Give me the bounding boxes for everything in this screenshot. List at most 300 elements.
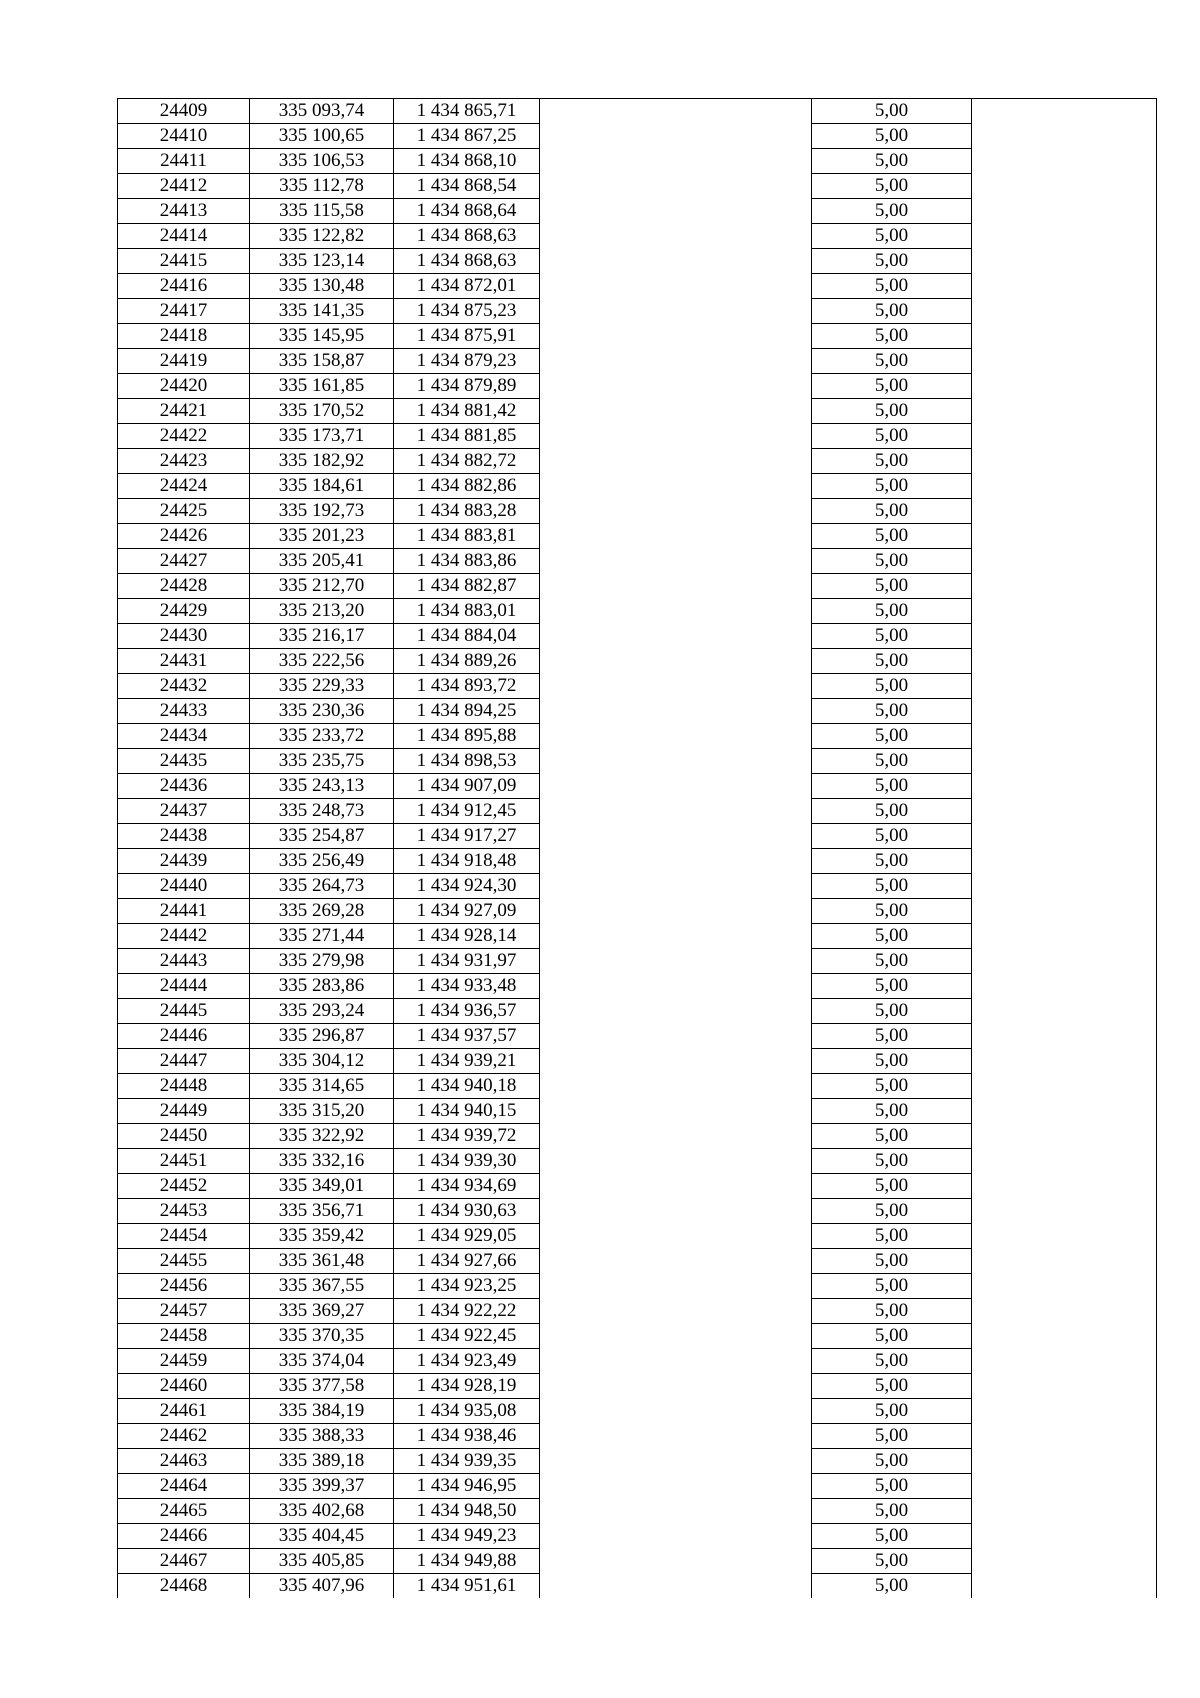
y-coordinate-cell: 1 434 940,18 bbox=[394, 1074, 540, 1099]
y-coordinate-cell: 1 434 898,53 bbox=[394, 749, 540, 774]
blank-cell bbox=[540, 299, 812, 324]
value-cell: 5,00 bbox=[812, 299, 972, 324]
x-coordinate-cell: 335 283,86 bbox=[250, 974, 394, 999]
value-cell: 5,00 bbox=[812, 449, 972, 474]
x-coordinate-cell: 335 407,96 bbox=[250, 1574, 394, 1599]
value-cell: 5,00 bbox=[812, 1274, 972, 1299]
value-cell: 5,00 bbox=[812, 424, 972, 449]
y-coordinate-cell: 1 434 868,63 bbox=[394, 249, 540, 274]
table-row bbox=[118, 349, 1157, 374]
point-number-cell: 24454 bbox=[118, 1224, 250, 1249]
table-row bbox=[118, 874, 1157, 899]
y-coordinate-cell: 1 434 927,66 bbox=[394, 1249, 540, 1274]
value-cell: 5,00 bbox=[812, 1524, 972, 1549]
x-coordinate-cell: 335 296,87 bbox=[250, 1024, 394, 1049]
value-cell: 5,00 bbox=[812, 949, 972, 974]
point-number-cell: 24464 bbox=[118, 1474, 250, 1499]
point-number-cell: 24425 bbox=[118, 499, 250, 524]
value-cell: 5,00 bbox=[812, 599, 972, 624]
y-coordinate-cell: 1 434 868,63 bbox=[394, 224, 540, 249]
point-number-cell: 24442 bbox=[118, 924, 250, 949]
x-coordinate-cell: 335 222,56 bbox=[250, 649, 394, 674]
x-coordinate-cell: 335 216,17 bbox=[250, 624, 394, 649]
x-coordinate-cell: 335 229,33 bbox=[250, 674, 394, 699]
table-row bbox=[118, 1299, 1157, 1324]
table-row bbox=[118, 199, 1157, 224]
point-number-cell: 24416 bbox=[118, 274, 250, 299]
blank-cell bbox=[540, 1249, 812, 1274]
y-coordinate-cell: 1 434 937,57 bbox=[394, 1024, 540, 1049]
value-cell: 5,00 bbox=[812, 1474, 972, 1499]
x-coordinate-cell: 335 161,85 bbox=[250, 374, 394, 399]
blank-cell bbox=[540, 974, 812, 999]
coordinate-table-body bbox=[118, 99, 1157, 1599]
x-coordinate-cell: 335 304,12 bbox=[250, 1049, 394, 1074]
blank-cell bbox=[540, 1424, 812, 1449]
blank-cell bbox=[540, 1399, 812, 1424]
table-row bbox=[118, 1024, 1157, 1049]
y-coordinate-cell: 1 434 883,81 bbox=[394, 524, 540, 549]
table-row bbox=[118, 1174, 1157, 1199]
x-coordinate-cell: 335 248,73 bbox=[250, 799, 394, 824]
x-coordinate-cell: 335 377,58 bbox=[250, 1374, 394, 1399]
last-cell bbox=[972, 549, 1157, 574]
value-cell: 5,00 bbox=[812, 774, 972, 799]
point-number-cell: 24432 bbox=[118, 674, 250, 699]
point-number-cell: 24465 bbox=[118, 1499, 250, 1524]
value-cell: 5,00 bbox=[812, 1224, 972, 1249]
y-coordinate-cell: 1 434 895,88 bbox=[394, 724, 540, 749]
value-cell: 5,00 bbox=[812, 1124, 972, 1149]
last-cell bbox=[972, 124, 1157, 149]
x-coordinate-cell: 335 192,73 bbox=[250, 499, 394, 524]
last-cell bbox=[972, 499, 1157, 524]
x-coordinate-cell: 335 106,53 bbox=[250, 149, 394, 174]
value-cell: 5,00 bbox=[812, 349, 972, 374]
point-number-cell: 24419 bbox=[118, 349, 250, 374]
table-row bbox=[118, 299, 1157, 324]
last-cell bbox=[972, 1549, 1157, 1574]
value-cell: 5,00 bbox=[812, 999, 972, 1024]
value-cell: 5,00 bbox=[812, 1424, 972, 1449]
point-number-cell: 24456 bbox=[118, 1274, 250, 1299]
blank-cell bbox=[540, 799, 812, 824]
value-cell: 5,00 bbox=[812, 249, 972, 274]
value-cell: 5,00 bbox=[812, 1099, 972, 1124]
y-coordinate-cell: 1 434 922,22 bbox=[394, 1299, 540, 1324]
last-cell bbox=[972, 1249, 1157, 1274]
last-cell bbox=[972, 1574, 1157, 1599]
y-coordinate-cell: 1 434 922,45 bbox=[394, 1324, 540, 1349]
table-row bbox=[118, 1549, 1157, 1574]
point-number-cell: 24409 bbox=[118, 99, 250, 124]
table-row bbox=[118, 1199, 1157, 1224]
value-cell: 5,00 bbox=[812, 224, 972, 249]
blank-cell bbox=[540, 724, 812, 749]
value-cell: 5,00 bbox=[812, 974, 972, 999]
y-coordinate-cell: 1 434 875,91 bbox=[394, 324, 540, 349]
last-cell bbox=[972, 1199, 1157, 1224]
table-row bbox=[118, 1474, 1157, 1499]
last-cell bbox=[972, 1499, 1157, 1524]
y-coordinate-cell: 1 434 882,72 bbox=[394, 449, 540, 474]
value-cell: 5,00 bbox=[812, 199, 972, 224]
last-cell bbox=[972, 724, 1157, 749]
last-cell bbox=[972, 449, 1157, 474]
blank-cell bbox=[540, 749, 812, 774]
last-cell bbox=[972, 699, 1157, 724]
x-coordinate-cell: 335 369,27 bbox=[250, 1299, 394, 1324]
x-coordinate-cell: 335 264,73 bbox=[250, 874, 394, 899]
value-cell: 5,00 bbox=[812, 899, 972, 924]
value-cell: 5,00 bbox=[812, 1249, 972, 1274]
value-cell: 5,00 bbox=[812, 1324, 972, 1349]
x-coordinate-cell: 335 374,04 bbox=[250, 1349, 394, 1374]
table-row bbox=[118, 1349, 1157, 1374]
value-cell: 5,00 bbox=[812, 274, 972, 299]
point-number-cell: 24444 bbox=[118, 974, 250, 999]
x-coordinate-cell: 335 332,16 bbox=[250, 1149, 394, 1174]
table-row bbox=[118, 599, 1157, 624]
last-cell bbox=[972, 399, 1157, 424]
x-coordinate-cell: 335 367,55 bbox=[250, 1274, 394, 1299]
point-number-cell: 24445 bbox=[118, 999, 250, 1024]
point-number-cell: 24458 bbox=[118, 1324, 250, 1349]
point-number-cell: 24446 bbox=[118, 1024, 250, 1049]
last-cell bbox=[972, 974, 1157, 999]
value-cell: 5,00 bbox=[812, 1024, 972, 1049]
value-cell: 5,00 bbox=[812, 1499, 972, 1524]
last-cell bbox=[972, 1524, 1157, 1549]
y-coordinate-cell: 1 434 883,01 bbox=[394, 599, 540, 624]
y-coordinate-cell: 1 434 938,46 bbox=[394, 1424, 540, 1449]
blank-cell bbox=[540, 124, 812, 149]
table-row bbox=[118, 1449, 1157, 1474]
blank-cell bbox=[540, 1074, 812, 1099]
y-coordinate-cell: 1 434 929,05 bbox=[394, 1224, 540, 1249]
x-coordinate-cell: 335 184,61 bbox=[250, 474, 394, 499]
y-coordinate-cell: 1 434 881,42 bbox=[394, 399, 540, 424]
table-row bbox=[118, 99, 1157, 124]
table-row bbox=[118, 249, 1157, 274]
table-row bbox=[118, 1374, 1157, 1399]
table-row bbox=[118, 474, 1157, 499]
x-coordinate-cell: 335 388,33 bbox=[250, 1424, 394, 1449]
point-number-cell: 24448 bbox=[118, 1074, 250, 1099]
blank-cell bbox=[540, 99, 812, 124]
value-cell: 5,00 bbox=[812, 324, 972, 349]
blank-cell bbox=[540, 274, 812, 299]
value-cell: 5,00 bbox=[812, 1549, 972, 1574]
table-row bbox=[118, 374, 1157, 399]
blank-cell bbox=[540, 1299, 812, 1324]
last-cell bbox=[972, 224, 1157, 249]
point-number-cell: 24439 bbox=[118, 849, 250, 874]
point-number-cell: 24410 bbox=[118, 124, 250, 149]
x-coordinate-cell: 335 173,71 bbox=[250, 424, 394, 449]
blank-cell bbox=[540, 1174, 812, 1199]
blank-cell bbox=[540, 199, 812, 224]
last-cell bbox=[972, 1274, 1157, 1299]
x-coordinate-cell: 335 314,65 bbox=[250, 1074, 394, 1099]
blank-cell bbox=[540, 874, 812, 899]
last-cell bbox=[972, 1174, 1157, 1199]
point-number-cell: 24430 bbox=[118, 624, 250, 649]
value-cell: 5,00 bbox=[812, 749, 972, 774]
y-coordinate-cell: 1 434 928,19 bbox=[394, 1374, 540, 1399]
table-row bbox=[118, 624, 1157, 649]
table-row bbox=[118, 1149, 1157, 1174]
value-cell: 5,00 bbox=[812, 649, 972, 674]
y-coordinate-cell: 1 434 936,57 bbox=[394, 999, 540, 1024]
value-cell: 5,00 bbox=[812, 874, 972, 899]
blank-cell bbox=[540, 1199, 812, 1224]
value-cell: 5,00 bbox=[812, 924, 972, 949]
last-cell bbox=[972, 524, 1157, 549]
point-number-cell: 24440 bbox=[118, 874, 250, 899]
y-coordinate-cell: 1 434 951,61 bbox=[394, 1574, 540, 1599]
y-coordinate-cell: 1 434 934,69 bbox=[394, 1174, 540, 1199]
last-cell bbox=[972, 1099, 1157, 1124]
table-row bbox=[118, 649, 1157, 674]
blank-cell bbox=[540, 1024, 812, 1049]
point-number-cell: 24433 bbox=[118, 699, 250, 724]
table-row bbox=[118, 399, 1157, 424]
last-cell bbox=[972, 1324, 1157, 1349]
table-row bbox=[118, 924, 1157, 949]
y-coordinate-cell: 1 434 907,09 bbox=[394, 774, 540, 799]
value-cell: 5,00 bbox=[812, 849, 972, 874]
x-coordinate-cell: 335 201,23 bbox=[250, 524, 394, 549]
point-number-cell: 24412 bbox=[118, 174, 250, 199]
value-cell: 5,00 bbox=[812, 1374, 972, 1399]
value-cell: 5,00 bbox=[812, 1149, 972, 1174]
value-cell: 5,00 bbox=[812, 699, 972, 724]
point-number-cell: 24447 bbox=[118, 1049, 250, 1074]
last-cell bbox=[972, 1024, 1157, 1049]
last-cell bbox=[972, 649, 1157, 674]
point-number-cell: 24453 bbox=[118, 1199, 250, 1224]
point-number-cell: 24452 bbox=[118, 1174, 250, 1199]
blank-cell bbox=[540, 1574, 812, 1599]
x-coordinate-cell: 335 254,87 bbox=[250, 824, 394, 849]
table-row bbox=[118, 324, 1157, 349]
x-coordinate-cell: 335 212,70 bbox=[250, 574, 394, 599]
y-coordinate-cell: 1 434 923,49 bbox=[394, 1349, 540, 1374]
last-cell bbox=[972, 1349, 1157, 1374]
blank-cell bbox=[540, 1149, 812, 1174]
table-row bbox=[118, 149, 1157, 174]
table-row bbox=[118, 1399, 1157, 1424]
last-cell bbox=[972, 149, 1157, 174]
y-coordinate-cell: 1 434 917,27 bbox=[394, 824, 540, 849]
table-row bbox=[118, 224, 1157, 249]
point-number-cell: 24424 bbox=[118, 474, 250, 499]
table-row bbox=[118, 799, 1157, 824]
y-coordinate-cell: 1 434 868,64 bbox=[394, 199, 540, 224]
x-coordinate-cell: 335 205,41 bbox=[250, 549, 394, 574]
last-cell bbox=[972, 1449, 1157, 1474]
y-coordinate-cell: 1 434 949,23 bbox=[394, 1524, 540, 1549]
last-cell bbox=[972, 474, 1157, 499]
point-number-cell: 24429 bbox=[118, 599, 250, 624]
x-coordinate-cell: 335 271,44 bbox=[250, 924, 394, 949]
last-cell bbox=[972, 299, 1157, 324]
value-cell: 5,00 bbox=[812, 174, 972, 199]
table-row bbox=[118, 724, 1157, 749]
last-cell bbox=[972, 574, 1157, 599]
last-cell bbox=[972, 1374, 1157, 1399]
blank-cell bbox=[540, 449, 812, 474]
y-coordinate-cell: 1 434 893,72 bbox=[394, 674, 540, 699]
y-coordinate-cell: 1 434 939,30 bbox=[394, 1149, 540, 1174]
y-coordinate-cell: 1 434 865,71 bbox=[394, 99, 540, 124]
blank-cell bbox=[540, 624, 812, 649]
x-coordinate-cell: 335 315,20 bbox=[250, 1099, 394, 1124]
value-cell: 5,00 bbox=[812, 1399, 972, 1424]
value-cell: 5,00 bbox=[812, 399, 972, 424]
y-coordinate-cell: 1 434 928,14 bbox=[394, 924, 540, 949]
blank-cell bbox=[540, 1049, 812, 1074]
y-coordinate-cell: 1 434 879,89 bbox=[394, 374, 540, 399]
point-number-cell: 24455 bbox=[118, 1249, 250, 1274]
value-cell: 5,00 bbox=[812, 549, 972, 574]
table-row bbox=[118, 274, 1157, 299]
table-row bbox=[118, 1049, 1157, 1074]
y-coordinate-cell: 1 434 939,21 bbox=[394, 1049, 540, 1074]
point-number-cell: 24437 bbox=[118, 799, 250, 824]
last-cell bbox=[972, 949, 1157, 974]
last-cell bbox=[972, 774, 1157, 799]
point-number-cell: 24438 bbox=[118, 824, 250, 849]
x-coordinate-cell: 335 402,68 bbox=[250, 1499, 394, 1524]
x-coordinate-cell: 335 112,78 bbox=[250, 174, 394, 199]
y-coordinate-cell: 1 434 924,30 bbox=[394, 874, 540, 899]
point-number-cell: 24417 bbox=[118, 299, 250, 324]
x-coordinate-cell: 335 233,72 bbox=[250, 724, 394, 749]
table-row bbox=[118, 999, 1157, 1024]
point-number-cell: 24411 bbox=[118, 149, 250, 174]
last-cell bbox=[972, 324, 1157, 349]
table-row bbox=[118, 699, 1157, 724]
point-number-cell: 24457 bbox=[118, 1299, 250, 1324]
x-coordinate-cell: 335 093,74 bbox=[250, 99, 394, 124]
point-number-cell: 24421 bbox=[118, 399, 250, 424]
y-coordinate-cell: 1 434 931,97 bbox=[394, 949, 540, 974]
blank-cell bbox=[540, 999, 812, 1024]
table-row bbox=[118, 424, 1157, 449]
blank-cell bbox=[540, 849, 812, 874]
table-row bbox=[118, 499, 1157, 524]
table-row bbox=[118, 574, 1157, 599]
blank-cell bbox=[540, 424, 812, 449]
blank-cell bbox=[540, 599, 812, 624]
point-number-cell: 24428 bbox=[118, 574, 250, 599]
y-coordinate-cell: 1 434 868,54 bbox=[394, 174, 540, 199]
table-row bbox=[118, 1524, 1157, 1549]
last-cell bbox=[972, 274, 1157, 299]
last-cell bbox=[972, 1424, 1157, 1449]
x-coordinate-cell: 335 122,82 bbox=[250, 224, 394, 249]
y-coordinate-cell: 1 434 918,48 bbox=[394, 849, 540, 874]
y-coordinate-cell: 1 434 883,86 bbox=[394, 549, 540, 574]
x-coordinate-cell: 335 384,19 bbox=[250, 1399, 394, 1424]
point-number-cell: 24450 bbox=[118, 1124, 250, 1149]
y-coordinate-cell: 1 434 933,48 bbox=[394, 974, 540, 999]
table-row bbox=[118, 1249, 1157, 1274]
y-coordinate-cell: 1 434 868,10 bbox=[394, 149, 540, 174]
blank-cell bbox=[540, 1099, 812, 1124]
table-row bbox=[118, 824, 1157, 849]
value-cell: 5,00 bbox=[812, 124, 972, 149]
table-row bbox=[118, 1324, 1157, 1349]
blank-cell bbox=[540, 374, 812, 399]
point-number-cell: 24463 bbox=[118, 1449, 250, 1474]
last-cell bbox=[972, 749, 1157, 774]
point-number-cell: 24413 bbox=[118, 199, 250, 224]
last-cell bbox=[972, 349, 1157, 374]
last-cell bbox=[972, 199, 1157, 224]
blank-cell bbox=[540, 1224, 812, 1249]
table-row bbox=[118, 949, 1157, 974]
point-number-cell: 24422 bbox=[118, 424, 250, 449]
x-coordinate-cell: 335 243,13 bbox=[250, 774, 394, 799]
value-cell: 5,00 bbox=[812, 674, 972, 699]
value-cell: 5,00 bbox=[812, 1074, 972, 1099]
table-row bbox=[118, 749, 1157, 774]
blank-cell bbox=[540, 1499, 812, 1524]
value-cell: 5,00 bbox=[812, 1174, 972, 1199]
blank-cell bbox=[540, 1274, 812, 1299]
table-row bbox=[118, 1499, 1157, 1524]
x-coordinate-cell: 335 170,52 bbox=[250, 399, 394, 424]
last-cell bbox=[972, 374, 1157, 399]
last-cell bbox=[972, 924, 1157, 949]
value-cell: 5,00 bbox=[812, 724, 972, 749]
blank-cell bbox=[540, 899, 812, 924]
table-row bbox=[118, 899, 1157, 924]
y-coordinate-cell: 1 434 875,23 bbox=[394, 299, 540, 324]
y-coordinate-cell: 1 434 889,26 bbox=[394, 649, 540, 674]
table-row bbox=[118, 1574, 1157, 1599]
blank-cell bbox=[540, 949, 812, 974]
last-cell bbox=[972, 99, 1157, 124]
value-cell: 5,00 bbox=[812, 1049, 972, 1074]
y-coordinate-cell: 1 434 935,08 bbox=[394, 1399, 540, 1424]
point-number-cell: 24426 bbox=[118, 524, 250, 549]
blank-cell bbox=[540, 824, 812, 849]
x-coordinate-cell: 335 100,65 bbox=[250, 124, 394, 149]
blank-cell bbox=[540, 1374, 812, 1399]
point-number-cell: 24434 bbox=[118, 724, 250, 749]
point-number-cell: 24468 bbox=[118, 1574, 250, 1599]
y-coordinate-cell: 1 434 882,86 bbox=[394, 474, 540, 499]
last-cell bbox=[972, 1149, 1157, 1174]
last-cell bbox=[972, 1299, 1157, 1324]
y-coordinate-cell: 1 434 927,09 bbox=[394, 899, 540, 924]
table-row bbox=[118, 549, 1157, 574]
blank-cell bbox=[540, 699, 812, 724]
y-coordinate-cell: 1 434 894,25 bbox=[394, 699, 540, 724]
last-cell bbox=[972, 1224, 1157, 1249]
value-cell: 5,00 bbox=[812, 524, 972, 549]
blank-cell bbox=[540, 499, 812, 524]
value-cell: 5,00 bbox=[812, 99, 972, 124]
x-coordinate-cell: 335 361,48 bbox=[250, 1249, 394, 1274]
table-row bbox=[118, 1074, 1157, 1099]
y-coordinate-cell: 1 434 923,25 bbox=[394, 1274, 540, 1299]
table-row bbox=[118, 449, 1157, 474]
